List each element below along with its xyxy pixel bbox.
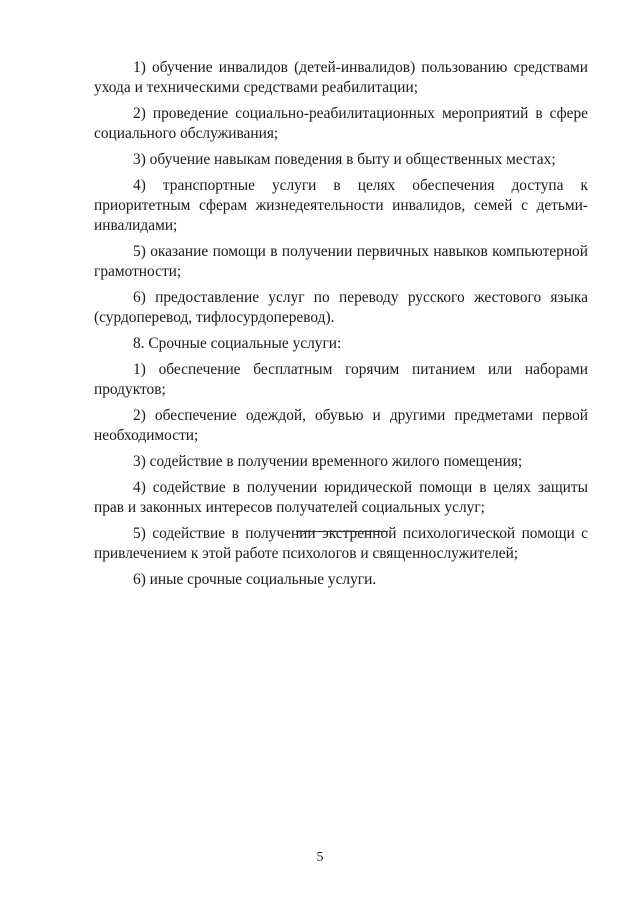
list-item: 5) оказание помощи в получении первичных навыков компьютерной грамотности;	[94, 243, 588, 280]
list-item: 6) иные срочные социальные услуги.	[133, 571, 377, 588]
list-item: 6) предоставление услуг по переводу русского жестового языка (сурдоперевод, тифлосурдоперевод).	[94, 289, 588, 326]
list-item: 4) транспортные услуги в целях обеспечения доступа к приоритетным сферам жизнедеятельности инвалидов, семей с детьми-инвалидами;	[94, 177, 588, 234]
section-divider	[296, 531, 388, 532]
section-heading: 8. Срочные социальные услуги:	[133, 335, 342, 352]
list-item: 1) обеспечение бесплатным горячим питанием или наборами продуктов;	[94, 361, 588, 398]
document-body	[94, 58, 588, 596]
list-item: 3) содействие в получении временного жилого помещения;	[133, 453, 523, 470]
list-item: 5) содействие в получении экстренной психологической помощи с привлечением к этой работе психологов и священнослужителей;	[94, 525, 588, 562]
list-item: 4) содействие в получении юридической помощи в целях защиты прав и законных интересов получателей социальных услуг;	[94, 479, 588, 516]
list-item: 2) проведение социально-реабилитационных мероприятий в сфере социального обслуживания;	[94, 105, 588, 142]
list-item: 3) обучение навыкам поведения в быту и общественных местах;	[133, 151, 556, 168]
list-item: 1) обучение инвалидов (детей-инвалидов) пользованию средствами ухода и техническими средствами реабилитации;	[94, 59, 588, 96]
page-number: 5	[316, 850, 324, 865]
list-item: 2) обеспечение одеждой, обувью и другими предметами первой необходимости;	[94, 407, 588, 444]
